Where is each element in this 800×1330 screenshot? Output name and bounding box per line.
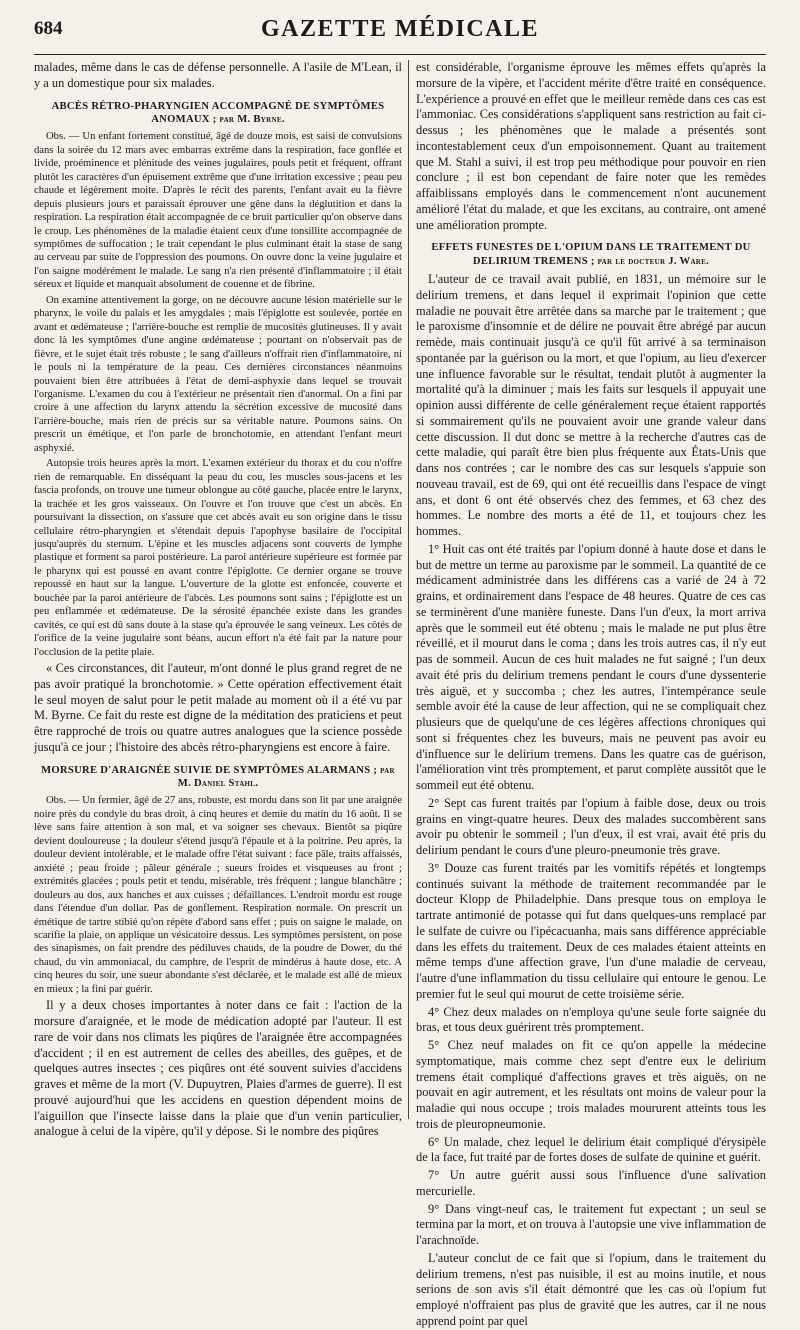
continued-paragraph: est considérable, l'organisme éprouve les mêmes effets qu'après la morsure de la vipère, et l'accident mérite d'être traité en conséquence. L'expérience a prouvé en effet que le meilleur remède dans ces cas est l'ammoniac. Ces considérations s'appliquent sans restriction au fait ci-dessus ; les phénomènes que le malade a présentés sont incontestablement ceux d'un empoisonnement. Quant au traitement que M. Stahl a suivi, il est trop peu méthodique pour pouvoir en rien conclure ; il est bon cependant de faire noter que les remèdes affaiblissans employés dans le commencement n'ont aucunement amélioré l'état du malade, et que les excitans, au contraire, ont amené une amélioration prompte.: [416, 60, 766, 232]
section-title-retro-pharyngeal-abscess: ABCÈS RÉTRO-PHARYNGIEN ACCOMPAGNÉ DE SYMPTÔMES ANOMAUX ; par M. Byrne.: [51, 100, 385, 125]
intro-paragraph: malades, même dans le cas de défense personnelle. A l'asile de M'Lean, il y a un domestique pour six malades.: [34, 60, 402, 90]
column-divider: [408, 60, 409, 1119]
observation-paragraph: Obs. — Un enfant fortement constitué, âgé de douze mois, est saisi de convulsions dans la soirée du 12 mars avec embarras extrême dans la respiration, face gonflée et livide, proéminence et plénitude des veines jugulaires, pouls petit et fréquent, offrant plutôt les caractères d'un épuisement extrême que d'une irritation excessive ; peau peu chaude et légèrement moite. D'après le récit des parents, l'enfant avait eu la fièvre depuis plusieurs jours et paraissait éprouver une gêne dans la déglutition et dans la respiration. La respiration était accompagnée de ce bruit particulier qu'on observe dans le croup. Les phénomènes de la maladie étaient ceux d'une tonsillite accompagnée de symptômes de suffocation ; le trait cependant le plus culminant était la stase de sang au cerveau par suite de l'oppression des poumons. On ouvre donc la veine jugulaire et l'on saigne modérément le malade. Le sang n'a rien présenté d'inflammatoire ; il était séreux et liquide et manquait absolument de couenne et de fibrine.: [34, 131, 402, 291]
case-group-6-paragraph: 6° Un malade, chez lequel le delirium était compliqué d'érysipèle de la face, fut traité par de fortes doses de sulfate de quinine et guérit.: [416, 1134, 766, 1165]
case-group-7-paragraph: 7° Un autre guérit aussi sous l'influence d'une salivation mercurielle.: [416, 1168, 766, 1198]
page-header: [34, 14, 766, 48]
spider-commentary-paragraph: Il y a deux choses importantes à noter dans ce fait : l'action de la morsure d'araignée, et le mode de médication adopté par l'auteur. Il est rare de voir dans nos climats les piqûres de l'araignée être accompagnées d'accident ; il en est autrement de celles des abeilles, des guêpes, et de quelques autres insectes ; ces piqûres ont été souvent suivies d'accidens graves et même de la mort (V. Dupuytren, Plaies d'armes de guerre). Il est prouvé aujourd'hui que les accidens en question dépendent moins de l'aiguillon que l'insecte laisse dans la plaie que d'un venin particulier, analogue à celui de la vipère, qu'il y dépose. Si le nombre des piqûres: [34, 998, 402, 1139]
spider-observation-paragraph: Obs. — Un fermier, âgé de 27 ans, robuste, est mordu dans son lit par une araignée noire près du condyle du bras droit, à cinq heures et demie du matin du 16 août. Il se lève sans faire attention à son mal, et va soigner ses chevaux. Bientôt sa piqûre devient douloureuse ; la douleur s'étend jusqu'à l'épaule et à la poitrine. Peu après, la douleur devient intolérable, et le malade offre l'état suivant : face pâle, traits affaissés, anxiété ; peau froide ; pâleur générale ; sueurs froides et visqueuses au front ; extrémités glacées ; pouls petit et tendu, misérable, très fréquent ; langue blanchâtre ; douleurs au dos, aux hanches et aux cuisses ; défaillances. L'endroit mordu est rouge dans l'étendue d'un dollar. Pas de gonflement. Respiration normale. On prescrit un émétique de tartre stibié qu'on répète d'abord sans effet ; puis on saigne le malade, on scarifie la plaie, on applique un vésicatoire dessus. Les symptômes persistent, on pose des sinapismes, on fait prendre des pédiluves chauds, de la poudre de Dower, du thé chaud, du vin ammoniacal, du camphre, de l'esprit de mindérus à haute dose, etc. A cinq heures du soir, une sueur abondante s'est déclarée, et le malade est allé de mieux en mieux ; la fini par guérir.: [34, 795, 402, 995]
page-number: 684: [34, 18, 63, 39]
section-title-opium-delirium: EFFETS FUNESTES DE L'OPIUM DANS LE TRAITEMENT DU DELIRIUM TREMENS ; par le docteur J. Ware.: [431, 242, 751, 267]
examination-paragraph: On examine attentivement la gorge, on ne découvre aucune lésion matérielle sur le pharynx, le voile du palais et les amygdales ; mais l'épiglotte est soulevée, portée en avant et œdémateuse ; l'arrière-bouche est remplie de mucosités glutineuses. Il y avait donc là les symptômes d'une angine œdémateuse ; pourtant on n'observait pas de fièvre, et le sujet était très robuste ; le sang d'ailleurs n'offrait rien d'inflammatoire, ni le pouls ni la température de la peau. Ces dernières circonstances néanmoins pouvaient bien être attribuées à l'état de demi-asphyxie dans lequel se trouvait l'organisme. L'examen du cou à l'extérieur ne présentait rien d'anormal. On a fini par croire à une affection du larynx attendu la sécrétion excessive de mucosité dans l'arrière-bouche, mais rien de précis sur sa véritable nature. Poumons sains. On prescrit un émétique, et l'on parle de bronchotomie, en attendant l'enfant meurt asphyxié.: [34, 294, 402, 454]
case-group-9-paragraph: 9° Dans vingt-neuf cas, le traitement fut expectant ; un seul se termina par la mort, et on trouva à l'autopsie une vive inflammation de l'arachnoïde.: [416, 1201, 766, 1248]
case-group-5-paragraph: 5° Chez neuf malades on fit ce qu'on appelle la médecine symptomatique, mais comme chez sept d'entre eux le delirium tremens était compliqué d'affections graves et très aiguës, on ne pouvait en agir autrement, et les résultats ont moins de valeur pour la maladie qui nous occupe ; trois malades moururent atteints tous les trois de pleuropneumonie.: [416, 1038, 766, 1131]
header-rule: [34, 54, 766, 55]
opium-intro-paragraph: L'auteur de ce travail avait publié, en 1831, un mémoire sur le delirium tremens, et dans lequel il exprimait l'opinion que cette maladie ne pouvait être arrêtée dans sa marche par le traitement ; que le paroxisme d'insomnie et de délire ne pouvait être abrégé par aucun remède, mais continuait jusqu'à ce qu'il fût arrivé à sa terminaison spontanée par la guérison ou la mort, et que l'opium, au lieu d'exercer une influence favorable sur le résultat, tendait plutôt à augmenter la mortalité qu'à la diminuer ; mais les faits sur lesquels il appuyait une opinion aussi différente de celle généralement reçue étaient rapportés si sommairement qu'ils ne pouvaient avoir une grande valeur dans cette discussion. Il dut donc se mettre à la recherche d'autres cas de cette maladie, qui paraît être bien plus fréquente aux États-Unis que dans nos contrées ; car le nombre des cas sur lesquels s'appuie son nouveau travail, est de 69, qui ont été recueillis dans l'espace de vingt ans, et dont 6 ont été observés chez des femmes, et 63 chez des hommes. Le nombre des morts a été de 11, et toujours chez les hommes.: [416, 272, 766, 539]
right-column: [416, 60, 766, 1328]
conclusion-paragraph: L'auteur conclut de ce fait que si l'opium, dans le traitement du delirium tremens, n'est pas nuisible, il est au moins inutile, et nous serions de son avis s'il était démontré que les cas où l'opium fut employé n'offraient pas plus de gravité que les autres, car il ne nous apprend point par quel: [416, 1250, 766, 1328]
left-column: [34, 60, 402, 1139]
case-group-2-paragraph: 2° Sept cas furent traités par l'opium à faible dose, deux ou trois grains en vingt-quatre heures. Deux des malades succombèrent sans avoir pu obtenir le sommeil ; l'un d'eux, il est vrai, avait été pris du delirium pendant le cours d'une pleuro-pneumonie très grave.: [416, 795, 766, 858]
case-group-4-paragraph: 4° Chez deux malades on n'employa qu'une seule forte saignée du bras, et tous deux guérirent très promptement.: [416, 1004, 766, 1035]
author-commentary-paragraph: « Ces circonstances, dit l'auteur, m'ont donné le plus grand regret de ne pas avoir pratiqué la bronchotomie. » Cette opération effectivement était le seul moyen de salut pour le petit malade au moment où il a été vu par M. Byrne. Ce fait du reste est digne de la méditation des praticiens et peut être rapproché de trois ou quatre autres analogues que la science possède jusqu'à ce jour ; l'histoire des abcès rétro-pharyngiens est encore à faire.: [34, 661, 402, 754]
case-group-1-paragraph: 1° Huit cas ont été traités par l'opium donné à haute dose et dans le but de mettre un terme au paroxisme par le sommeil. La quantité de ce médicament administrée dans les différens cas a varié de 24 à 72 grains, et ordinairement dans l'espace de 48 heures. Quatre de ces cas se terminèrent d'une manière funeste. Dans l'un d'eux, la mort arriva après que le sommeil eut été obtenu ; mais le malade ne put plus être réveillé, et il mourut dans le coma ; dans les trois autres cas, il n'y eut pas de sommeil. Aucun de ces huit malades ne fut saigné ; l'un deux avait été pris du delirium tremens pendant le cours d'une dyssenterie très aiguë, et y succomba ; chez les autres, l'intempérance seule semble avoir été la cause de leur affection, qui ne se compliquait chez plusieurs que de quelqu'une de ces légères affections chroniques qui sont si fréquentes chez les buveurs, mais ne peuvent pas avoir eu d'influence sur le delirium tremens. Dans les quatre cas de guérison, l'amélioration vint très promptement, et parut complète aussitôt que le sommeil eut été obtenu.: [416, 541, 766, 793]
section-title-spider-bite: MORSURE D'ARAIGNÉE SUIVIE DE SYMPTÔMES ALARMANS ; par M. Daniel Stahl.: [41, 764, 395, 790]
case-group-3-paragraph: 3° Douze cas furent traités par les vomitifs répétés et longtemps continués suivant la méthode de traitement recommandée par le docteur Klopp de Philadelphie. Dans presque tous on employa le tartrate antimonié de potasse qui fut dans quelques-uns remplacé par le sulfate de cuivre ou l'ipécacuanha, mais sans différence appréciable dans les effets du traitement. Deux de ces malades étaient atteints en même temps d'une affection grave, l'un d'une maladie de cerveau, l'autre d'une inflammation du tissu cellulaire qui entoure le genou. Le premier fut le seul qui mourut de cette troisième série.: [416, 860, 766, 1001]
journal-title: GAZETTE MÉDICALE: [260, 16, 540, 42]
autopsy-paragraph: Autopsie trois heures après la mort. L'examen extérieur du thorax et du cou n'offre rien de remarquable. En disséquant la peau du cou, les muscles sous-jacens et les fascia profonds, on trouve une tumeur oblongue au côté gauche, placée entre le larynx, la trachée et les gros vaisseaux. On l'ouvre et l'on trouve que c'est un abcès. En poursuivant la dissection, on s'assure que cet abcès avait eu son origine dans le tissu cellulaire rétro-pharyngien et s'étendait depuis l'apophyse basilaire de l'occipital jusqu'auprès du sternum. L'épine et les muscles adjacens sont couverts de lymphe plastique et forment sa paroi postérieure. La paroi antérieure supérieure est formée par le pharynx qui est poussé en avant contre l'épiglotte. Ce dernier organe se trouve repoussé en haut sur la langue. L'ouverture de la glotte est enfoncée, couverte et bouchée par la paroi antérieure de l'abcès. Les poumons sont sains ; l'épiglotte est un peu enflammée et œdémateuse. De la sérosité épanchée existe dans les grandes cavités, ce qui est dû sans doute à la stase qu'a éprouvée le sang veineux. Les côtés de l'orifice de la veine jugulaire sont béans, aucun effort n'a été fait par la nature pour l'occlusion de la petite plaie.: [34, 458, 402, 658]
